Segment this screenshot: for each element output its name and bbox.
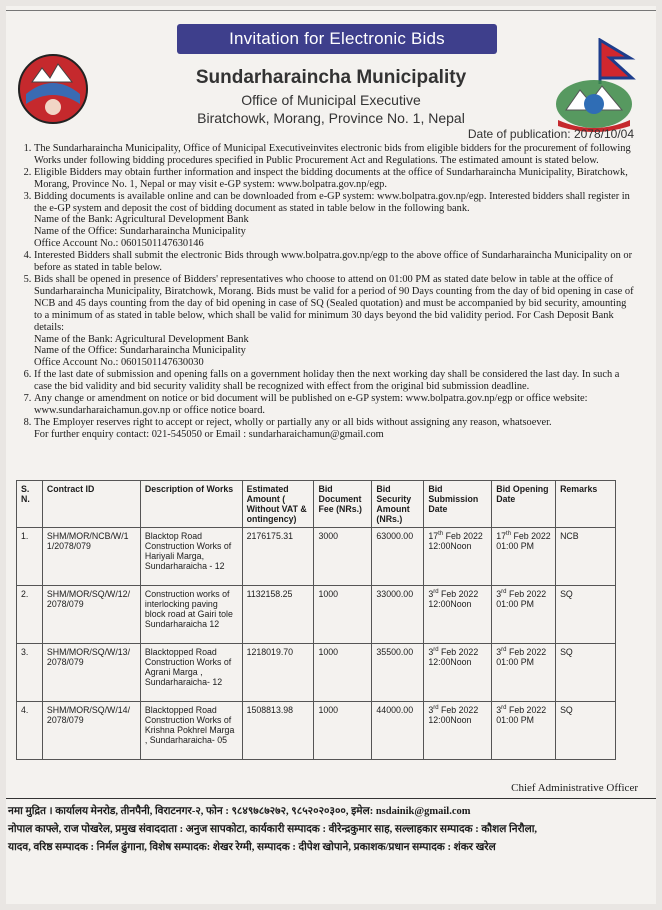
col-contract-id: Contract ID xyxy=(42,481,140,528)
item-text: Bidding documents is available online and can be downloaded from e-GP system: www.bolpatra.gov.np/egp. Interested bidders shall register in the e-GP system and deposit the cost of bidding document as stated in table below in the following bank. xyxy=(34,190,630,214)
top-rule xyxy=(6,10,656,11)
date-rest: Feb 2022 01:00 PM xyxy=(496,705,547,725)
cell-opening-date xyxy=(492,586,556,644)
bank-account: Office Account No.: 0601501147630146 xyxy=(34,238,204,250)
cell-submission-date xyxy=(424,528,492,586)
notice-item xyxy=(34,250,634,274)
date-day: 3 xyxy=(428,647,434,657)
cell-remarks: NCB xyxy=(556,528,616,586)
cell-opening-date xyxy=(492,702,556,760)
cell-security: 44000.00 xyxy=(372,702,424,760)
notice-item xyxy=(34,393,634,417)
cell-security: 35500.00 xyxy=(372,644,424,702)
cell-sn: 4. xyxy=(17,702,43,760)
footer-line: नोपाल काफ्ले, राज पोखरेल, प्रमुख संवाददाता : अनुज सापकोटा, कार्यकारी सम्पादक : वीरेन्द्रकुमार साह, सल्लाहकार सम्पादक : कौशल निरौला, xyxy=(8,824,538,835)
date-day: 17 xyxy=(496,531,507,541)
cell-submission-date xyxy=(424,586,492,644)
cell-contract-id: SHM/MOR/NCB/W/1 1/2078/079 xyxy=(42,528,140,586)
col-bid-security: Bid Security Amount (NRs.) xyxy=(372,481,424,528)
table-header-row xyxy=(17,481,616,528)
cell-sn: 3. xyxy=(17,644,43,702)
cell-amount: 1132158.25 xyxy=(242,586,314,644)
bank-name: Name of the Bank: Agricultural Development Bank xyxy=(34,333,249,345)
date-suffix: rd xyxy=(501,705,507,712)
cell-description: Construction works of interlocking paving block road at Gairi tole Sundarharaicha 12 xyxy=(140,586,242,644)
cell-contract-id: SHM/MOR/SQ/W/12/ 2078/079 xyxy=(42,586,140,644)
col-submission-date: Bid Submission Date xyxy=(424,481,492,528)
date-suffix: rd xyxy=(433,589,439,596)
cell-amount: 1508813.98 xyxy=(242,702,314,760)
date-rest: Feb 2022 01:00 PM xyxy=(496,531,551,551)
enquiry-contact: For further enquiry contact: 021-545050 or Email : sundarharaichamun@gmail.com xyxy=(34,428,384,440)
footer-line: यादव, वरिष्ठ सम्पादक : निर्मल ढुंगाना, विशेष सम्पादक: शेखर रेग्मी, सम्पादक : दीपेश खोपाने, प्रकाशक/प्रधान सम्पादक : शंकर खरेल xyxy=(8,842,496,853)
cell-opening-date xyxy=(492,528,556,586)
cell-fee: 3000 xyxy=(314,528,372,586)
date-day: 3 xyxy=(428,705,434,715)
notice-items xyxy=(16,143,634,441)
cell-description: Blacktopped Road Construction Works of Agrani Marga , Sundarharaicha- 12 xyxy=(140,644,242,702)
date-day: 3 xyxy=(428,589,434,599)
item-text: If the last date of submission and opening falls on a government holiday then the next working day shall be considered the last day. In such a case the bid validity and bid security validity shall be recognized with effect from the original bid submission deadline. xyxy=(34,369,620,393)
date-rest: Feb 2022 12:00Noon xyxy=(428,589,479,609)
cell-fee: 1000 xyxy=(314,702,372,760)
cell-security: 63000.00 xyxy=(372,528,424,586)
notice-item xyxy=(34,274,634,369)
cell-submission-date xyxy=(424,644,492,702)
notice-paper xyxy=(6,6,656,904)
municipality-name: Sundarharaincha Municipality xyxy=(195,67,467,88)
date-suffix: rd xyxy=(433,705,439,712)
cell-sn: 2. xyxy=(17,586,43,644)
cell-remarks: SQ xyxy=(556,586,616,644)
bids-table xyxy=(16,480,616,760)
col-description: Description of Works xyxy=(140,481,242,528)
notice-item xyxy=(34,143,634,167)
cell-amount: 1218019.70 xyxy=(242,644,314,702)
date-rest: Feb 2022 12:00Noon xyxy=(428,531,483,551)
date-day: 3 xyxy=(496,647,502,657)
notice-item xyxy=(34,191,634,251)
bank-office: Name of the Office: Sundarharaincha Municipality xyxy=(34,226,246,238)
cell-fee: 1000 xyxy=(314,586,372,644)
date-day: 17 xyxy=(428,531,439,541)
col-remarks: Remarks xyxy=(556,481,616,528)
item-text: Bids shall be opened in presence of Bidders' representatives who choose to attend on 01:00 PM as stated date below in table at the office of Sundarharaincha Municipality, Biratchowk, Morang. Bids must be valid for a period of 90 Days counting from the day of bid opening in case of NCB and 45 days counting from the day of bid opening in case of SQ (Sealed quotation) and must be accompanied by bid security, amounting to a minimum of as stated in table below, which shall be valid for minimum 30 days beyond the bid validity period. For Cash Deposit Bank details: xyxy=(34,273,634,333)
bank-office: Name of the Office: Sundarharaincha Municipality xyxy=(34,345,246,357)
date-rest: Feb 2022 12:00Noon xyxy=(428,705,479,725)
signature-title: Chief Administrative Officer xyxy=(511,782,638,794)
date-suffix: rd xyxy=(501,589,507,596)
table-row xyxy=(17,702,616,760)
item-text: Eligible Bidders may obtain further information and inspect the bidding documents at the office of Sundarharaincha Municipality, Biratchowk, Morang, Province No. 1, Nepal or may visit e-GP system: www.bolpatra.gov.np/egp. xyxy=(34,166,628,190)
cell-amount: 2176175.31 xyxy=(242,528,314,586)
item-text: The Employer reserves right to accept or reject, wholly or partially any or all bids without assigning any reason, whatsoever. xyxy=(34,416,552,428)
date-day: 3 xyxy=(496,589,502,599)
cell-remarks: SQ xyxy=(556,644,616,702)
cell-description: Blacktopped Road Construction Works of Krishna Pokhrel Marga , Sundarharaicha- 05 xyxy=(140,702,242,760)
table-row xyxy=(17,528,616,586)
cell-fee: 1000 xyxy=(314,644,372,702)
item-text: Interested Bidders shall submit the electronic Bids through www.bolpatra.gov.np/egp to the above office of Sundarharaincha Municipality on or before as stated in table below. xyxy=(34,250,633,274)
table-row xyxy=(17,586,616,644)
invitation-banner: Invitation for Electronic Bids xyxy=(177,24,497,54)
office-address: Biratchowk, Morang, Province No. 1, Nepal xyxy=(197,110,465,126)
date-day: 3 xyxy=(496,705,502,715)
col-sn: S. N. xyxy=(17,481,43,528)
newspaper-footer xyxy=(6,798,656,857)
notice-item xyxy=(34,167,634,191)
bank-name: Name of the Bank: Agricultural Development Bank xyxy=(34,214,249,226)
cell-sn: 1. xyxy=(17,528,43,586)
date-suffix: th xyxy=(438,531,444,538)
col-doc-fee: Bid Document Fee (NRs.) xyxy=(314,481,372,528)
bank-account: Office Account No.: 0601501147630030 xyxy=(34,357,204,369)
cell-contract-id: SHM/MOR/SQ/W/14/ 2078/079 xyxy=(42,702,140,760)
cell-remarks: SQ xyxy=(556,702,616,760)
notice-item xyxy=(34,417,634,441)
item-text: The Sundarharaincha Municipality, Office of Municipal Executiveinvites electronic bids from eligible bidders for the procurement of following Works under following bidding procedures specified in Public Procurement Act and Regulations. The estimated amount is stated below. xyxy=(34,143,631,166)
date-rest: Feb 2022 01:00 PM xyxy=(496,589,547,609)
date-rest: Feb 2022 01:00 PM xyxy=(496,647,547,667)
date-suffix: rd xyxy=(433,647,439,654)
date-suffix: th xyxy=(506,531,512,538)
notice-item xyxy=(34,369,634,393)
cell-description: Blacktop Road Construction Works of Hariyali Marga, Sundarharaicha - 12 xyxy=(140,528,242,586)
date-suffix: rd xyxy=(501,647,507,654)
cell-security: 33000.00 xyxy=(372,586,424,644)
col-estimated-amount: Estimated Amount ( Without VAT & ontingency) xyxy=(242,481,314,528)
cell-submission-date xyxy=(424,702,492,760)
footer-line: नमा मुद्रित । कार्यालय मेनरोड, तीनपैनी, विराटनगर-२, फोन : ९८४९७८७२७२, ९८५२०२०३००, इमेल: nsdainik@gmail.com xyxy=(8,806,471,817)
publication-date: Date of publication: 2078/10/04 xyxy=(467,127,634,141)
col-opening-date: Bid Opening Date xyxy=(492,481,556,528)
table-row xyxy=(17,644,616,702)
cell-contract-id: SHM/MOR/SQ/W/13/ 2078/079 xyxy=(42,644,140,702)
cell-opening-date xyxy=(492,644,556,702)
office-name: Office of Municipal Executive xyxy=(241,92,421,108)
date-rest: Feb 2022 12:00Noon xyxy=(428,647,479,667)
item-text: Any change or amendment on notice or bid document will be published on e-GP system: www.bolpatra.gov.np/egp or office website: www.sundarharaichamun.gov.np or office notice board. xyxy=(34,393,588,416)
